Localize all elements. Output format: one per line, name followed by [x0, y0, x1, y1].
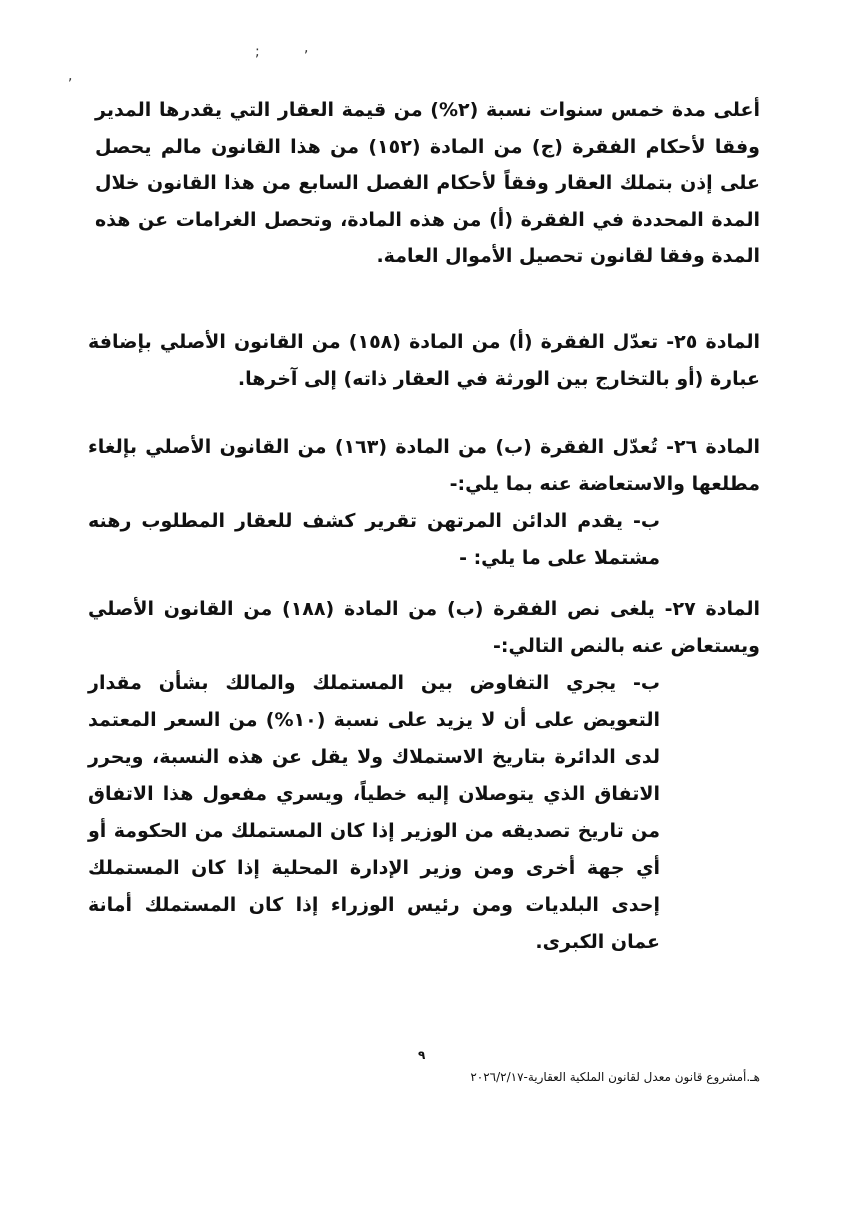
- article-27-body: [88, 591, 760, 665]
- scan-marks: [60, 40, 340, 90]
- footer-note: هـ.أمشروع قانون معدل لقانون الملكية العقارية-٢٠٢٦/٢/١٧: [470, 1070, 760, 1084]
- page-number: ٩: [418, 1048, 426, 1062]
- scan-mark: ,: [68, 68, 73, 84]
- scan-mark: ,: [304, 40, 309, 56]
- article-27-item-b: [88, 665, 760, 961]
- article-26-label: المادة ٢٦-: [666, 436, 761, 458]
- article-27-item-label: ب-: [633, 672, 660, 694]
- article-26-item-b: [88, 503, 760, 577]
- scan-mark: ;: [255, 44, 260, 60]
- article-25-text: تعدّل الفقرة (أ) من المادة (١٥٨) من القانون الأصلي بإضافة عبارة (أو بالتخارج بين الورثة في العقار ذاته) إلى آخرها.: [88, 331, 760, 390]
- continuation-paragraph: أعلى مدة خمس سنوات نسبة (٢%) من قيمة العقار التي يقدرها المدير وفقا لأحكام الفقرة (ج) من المادة (١٥٢) من هذا القانون مالم يحصل على إذن بتملك العقار وفقاً لأحكام الفصل السابع من هذا القانون خلال المدة المحددة في الفقرة (أ) من هذه المادة، وتحصل الغرامات عن هذه المدة وفقا لقانون تحصيل الأموال العامة.: [95, 99, 760, 267]
- article-26-item-label: ب-: [633, 510, 660, 532]
- article-26-body: [88, 429, 760, 503]
- article-27-label: المادة ٢٧-: [664, 598, 760, 620]
- article-27-text: يلغى نص الفقرة (ب) من المادة (١٨٨) من القانون الأصلي ويستعاض عنه بالنص التالي:-: [88, 598, 760, 657]
- article-27-item-text: يجري التفاوض بين المستملك والمالك بشأن مقدار التعويض على أن لا يزيد على نسبة (١٠%) من السعر المعتمد لدى الدائرة بتاريخ الاستملاك ولا يقل عن هذه النسبة، ويحرر الاتفاق الذي يتوصلان إليه خطياً، ويسري مفعول هذا الاتفاق من تاريخ تصديقه من الوزير إذا كان المستملك من الحكومة أو أي جهة أخرى ومن وزير الإدارة المحلية إذا كان المستملك إحدى البلديات ومن رئيس الوزراء إذا كان المستملك أمانة عمان الكبرى.: [88, 672, 661, 953]
- article-26: [88, 429, 760, 577]
- article-27: [88, 591, 760, 961]
- article-26-text: تُعدّل الفقرة (ب) من المادة (١٦٣) من القانون الأصلي بإلغاء مطلعها والاستعاضة عنه بما يلي:-: [88, 436, 760, 495]
- article-25: [88, 324, 760, 398]
- article-26-item-text: يقدم الدائن المرتهن تقرير كشف للعقار المطلوب رهنه مشتملا على ما يلي: -: [88, 510, 660, 569]
- article-25-label: المادة ٢٥-: [666, 331, 760, 353]
